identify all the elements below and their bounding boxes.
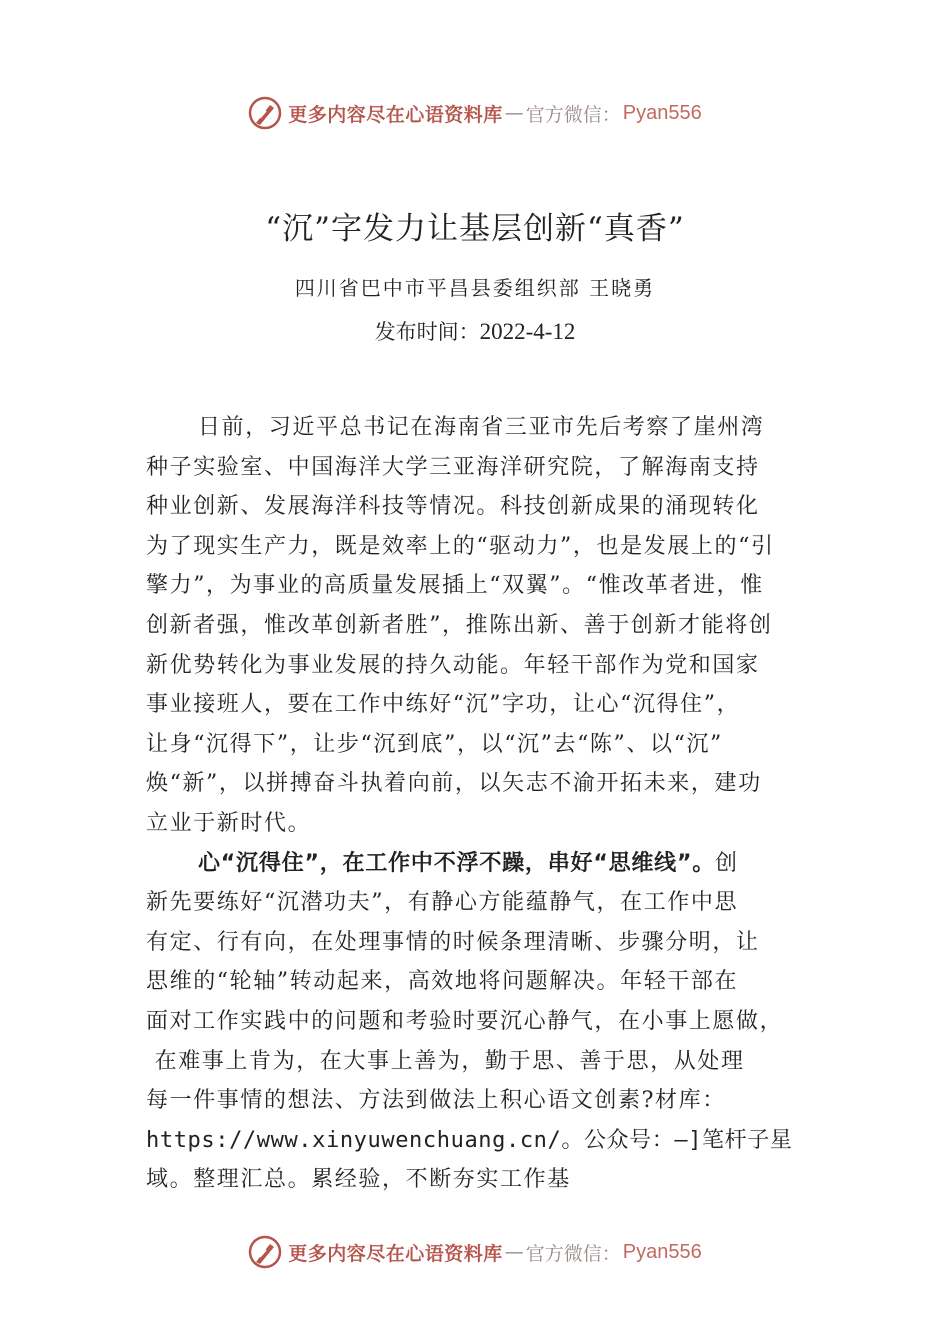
text-line: 在难事上肯为，在大事上善为，勤于思、善于思，从处理 bbox=[146, 1048, 745, 1074]
date-value: 2022-4-12 bbox=[479, 319, 576, 344]
quill-pen-icon bbox=[248, 1235, 282, 1269]
text-line: 新优势转化为事业发展的持久动能。年轻干部作为党和国家 bbox=[146, 652, 760, 678]
page-title: “沉”字发力让基层创新“真香” bbox=[265, 211, 685, 247]
header-banner bbox=[0, 93, 950, 133]
text-line: 种业创新、发展海洋科技等情况。科技创新成果的涌现转化 bbox=[146, 494, 760, 520]
text-line: 焕“新”，以拼搏奋斗执着向前，以矢志不渝开拓未来，建功 bbox=[146, 771, 762, 797]
text-line: 思维的“轮轴”转动起来，高效地将问题解决。年轻干部在 bbox=[146, 969, 739, 995]
date-label: 发布时间： bbox=[374, 320, 480, 344]
text-line: 新先要练好“沉潜功夫”，有静心方能蕴静气，在工作中思 bbox=[146, 890, 739, 916]
text-line: 域。整理汇总。累经验，不断夯实工作基 bbox=[146, 1167, 571, 1193]
text-line: 每一件事情的想法、方法到做法上积心语文创素?材库： bbox=[146, 1088, 726, 1114]
quill-pen-icon bbox=[248, 96, 282, 130]
banner-wechat-label: 官方微信： bbox=[525, 103, 621, 126]
banner-wechat-id: Pyan556 bbox=[622, 101, 702, 124]
paragraph-heading: 心“沉得住”，在工作中不浮不躁，串好“思维线”。 bbox=[198, 850, 716, 876]
banner-text: 更多内容尽在心语资料库 bbox=[288, 103, 503, 126]
text-line: 创新者强，惟改革创新者胜”，推陈出新、善于创新才能将创 bbox=[146, 612, 773, 638]
text-line bbox=[146, 844, 814, 884]
paragraph-1 bbox=[146, 408, 814, 844]
publish-date bbox=[0, 316, 950, 346]
banner-dash: — bbox=[504, 1241, 524, 1263]
article-body bbox=[146, 408, 814, 1200]
author-line: 四川省巴中市平昌县委组织部 王晓勇 bbox=[294, 276, 656, 300]
paragraph-2 bbox=[146, 844, 814, 1200]
banner-dash: — bbox=[504, 102, 524, 124]
text-line: 种子实验室、中国海洋大学三亚海洋研究院，了解海南支持 bbox=[146, 454, 760, 480]
banner-wechat-id: Pyan556 bbox=[622, 1240, 702, 1263]
text-line: 擎力”，为事业的高质量发展插上“双翼”。“惟改革者进，惟 bbox=[146, 573, 764, 599]
text-fragment: 创 bbox=[715, 850, 739, 876]
text-line: 让身“沉得下”，让步“沉到底”，以“沉”去“陈”、以“沉” bbox=[146, 731, 723, 757]
footer-banner bbox=[0, 1232, 950, 1272]
text-line: 立业于新时代。 bbox=[146, 810, 312, 836]
text-line: 面对工作实践中的问题和考验时要沉心静气，在小事上愿做， bbox=[146, 1008, 784, 1034]
text-line: 日前，习近平总书记在海南省三亚市先后考察了崖州湾 bbox=[198, 415, 765, 440]
text-line: 事业接班人，要在工作中练好“沉”字功，让心“沉得住”， bbox=[146, 692, 741, 718]
banner-text: 更多内容尽在心语资料库 bbox=[288, 1242, 503, 1265]
text-line-url: https://www.xinyuwenchuang.cn/。公众号：—]笔杆子星 bbox=[146, 1127, 793, 1153]
text-line: 有定、行有向，在处理事情的时候条理清晰、步骤分明，让 bbox=[146, 929, 760, 955]
text-line: 为了现实生产力，既是效率上的“驱动力”，也是发展上的“引 bbox=[146, 533, 775, 559]
banner-wechat-label: 官方微信： bbox=[525, 1242, 621, 1265]
